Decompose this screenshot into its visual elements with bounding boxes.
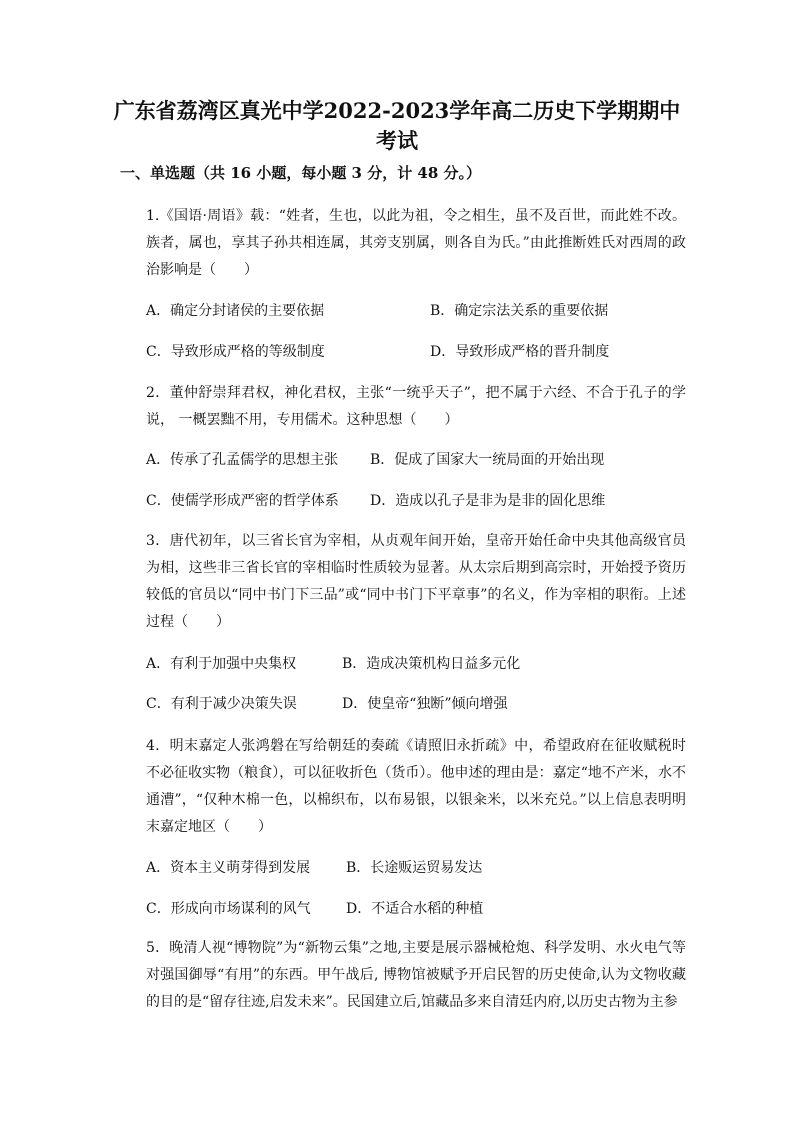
question-4-option-d[interactable]: D．不适合水稻的种植 <box>346 901 484 917</box>
question-3-option-b[interactable]: B．造成决策机构日益多元化 <box>342 656 521 672</box>
question-1-option-b[interactable]: B．确定宗法关系的重要依据 <box>430 303 609 319</box>
question-5-stem: 5．晚清人视“博物院”为“新物云集”之地,主要是展示器械枪炮、科学发明、水火电气等对强国御辱“有用”的东西。甲午战后, 博物馆被赋予开启民智的历史使命,认为文物收藏的目的是“留存往迹,启发未来”。民国建立后,馆藏品多来自清廷内府,以历史古物为主参 <box>146 940 686 1010</box>
question-2-option-a[interactable]: A．传承了孔孟儒学的思想主张 <box>146 452 339 468</box>
title-line-1: 广东省荔湾区真光中学2022-2023学年高二历史下学期期中 <box>113 98 681 123</box>
question-3-option-c[interactable]: C．有利于减少决策失误 <box>146 696 297 712</box>
question-2-option-b[interactable]: B．促成了国家大一统局面的开始出现 <box>370 452 605 468</box>
title-line-2: 考试 <box>376 128 418 153</box>
question-1-option-a[interactable]: A．确定分封诸侯的主要依据 <box>146 303 325 319</box>
question-2-option-c[interactable]: C．使儒学形成严密的哲学体系 <box>146 493 339 509</box>
question-2-option-d[interactable]: D．造成以孔子是非为是非的固化思维 <box>370 493 606 509</box>
section-heading: 一、单选题（共 16 小题，每小题 3 分，计 48 分。） <box>120 164 482 182</box>
question-4-option-c[interactable]: C．形成向市场谋利的风气 <box>146 901 311 917</box>
question-2-stem: 2．董仲舒崇拜君权，神化君权，主张“一统乎天子”，把不属于六经、不合于孔子的学说， 一概罢黜不用，专用儒术。这种思想（ ） <box>146 385 686 428</box>
question-3-option-d[interactable]: D．使皇帝“独断”倾向增强 <box>342 696 508 712</box>
question-4-option-b[interactable]: B．长途贩运贸易发达 <box>346 860 483 876</box>
question-1-option-d[interactable]: D．导致形成严格的晋升制度 <box>430 344 610 360</box>
question-4-stem: 4．明末嘉定人张鸿磐在写给朝廷的奏疏《请照旧永折疏》中，希望政府在征收赋税时不必征收实物（粮食），可以征收折色（货币）。他申述的理由是：嘉定“地不产米，水不通漕”，“仅种木棉一色，以棉织布，以布易银，以银籴米，以米充兑。”以上信息表明明末嘉定地区（ ） <box>146 738 686 835</box>
question-1-stem: 1.《国语·周语》载：“姓者，生也，以此为祖，令之相生，虽不及百世，而此姓不改。族者，属也，享其子孙共相连属，其旁支别属，则各自为氏。”由此推断姓氏对西周的政治影响是（ ） <box>146 208 686 278</box>
question-3-stem: 3．唐代初年，以三省长官为宰相，从贞观年间开始，皇帝开始任命中央其他高级官员为相，这些非三省长官的宰相临时性质较为显著。从太宗后期到高宗时，开始授予资历较低的官员以“同中书门下三品”或“同中书门下平章事”的名义，作为宰相的职衔。上述过程（ ） <box>146 533 686 630</box>
question-1-option-c[interactable]: C．导致形成严格的等级制度 <box>146 344 325 360</box>
question-4-option-a[interactable]: A．资本主义萌芽得到发展 <box>146 860 311 876</box>
document-title <box>100 96 694 156</box>
question-3-option-a[interactable]: A．有利于加强中央集权 <box>146 656 297 672</box>
